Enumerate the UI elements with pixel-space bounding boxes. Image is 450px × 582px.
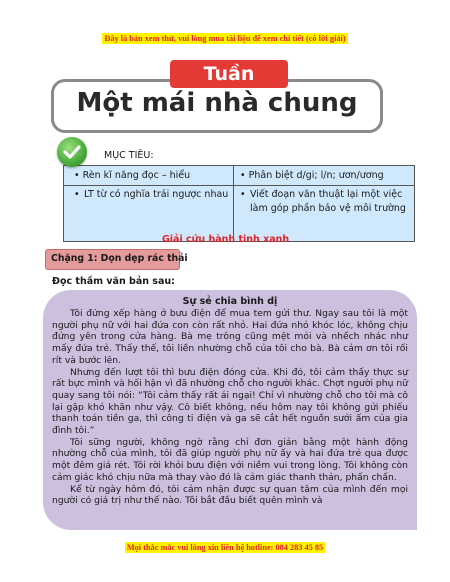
preview-notice — [0, 26, 450, 45]
objective-item: • Viết đoạn văn thuật lại một việc làm góp phần bảo vệ môi trường — [240, 189, 406, 214]
passage-paragraph: Tôi đứng xếp hàng ở bưu điện để mua tem gửi thư. Ngay sau tôi là một người phụ nữ với hai đứa con còn rất nhỏ. Hai đứa nhỏ khóc lóc, không chịu đứng yên trong cửa hàng. Bà mẹ trông cũng mệt mỏi và nhếch nhác như mấy đứa trẻ. Thấy thế, tôi liền nhường chỗ của tôi cho bà. Bà cảm ơn tôi rối rít và bước lên. — [52, 308, 408, 366]
objective-item: • LT từ có nghĩa trái ngược nhau — [74, 189, 229, 200]
stage-label: Chặng 1: Dọn dẹp rác thải — [51, 253, 188, 264]
objective-item: • Phân biệt d/gi; l/n; ươn/ương — [240, 170, 384, 181]
objective-item: • Rèn kĩ năng đọc – hiểu — [74, 170, 191, 181]
lesson-title: Một mái nhà chung — [76, 88, 358, 118]
passage-paragraph: Kể từ ngày hôm đó, tôi cảm nhận được sự quan tâm của mình đến mọi người có giá trị như thế nào. Tôi bắt đầu biết quên mình và — [52, 483, 408, 507]
section-heading: Giải cứu hành tinh xanh — [162, 234, 290, 245]
reading-passage — [43, 290, 417, 530]
preview-notice-text: Đây là bản xem thử, vui lòng mua tài liệu để xem chi tiết (có lời giải) — [104, 34, 346, 43]
passage-body — [52, 308, 408, 507]
passage-paragraph: Nhưng đến lượt tôi thì bưu điện đóng cửa. Khi đó, tôi cảm thấy thực sự rất bực mình và hối hận vì đã nhường chỗ cho người khác. Chợt người phụ nữ quay sang tôi nói: “Tôi cảm thấy rất ái ngại! Chỉ vì nhường chỗ cho tôi mà cô lại gặp khó khăn như vậy. Cô biết không, nếu hôm nay tôi không gửi phiếu thanh toán tiền ga, thì công ti điện và ga sẽ cắt hết nguồn sưởi ấm của gia đình tôi.” — [52, 366, 408, 437]
reading-instruction: Đọc thầm văn bản sau: — [52, 276, 175, 287]
objectives-table — [63, 165, 415, 242]
week-badge: Tuần — [170, 60, 288, 88]
checkmark-icon — [57, 137, 87, 167]
objectives-label: MỤC TIÊU: — [104, 150, 154, 161]
passage-title: Sự sẻ chia bình dị — [182, 296, 278, 307]
hotline-notice — [0, 535, 450, 554]
hotline-notice-text: Mọi thắc mắc vui lòng xin liên hệ hotline: 084 283 45 85 — [126, 543, 324, 552]
passage-paragraph: Tôi sững người, không ngờ rằng chỉ đơn giản bằng một hành động nhường chỗ của mình, tôi đã giúp người phụ nữ ấy và hai đứa trẻ qua được một đêm giá rét. Tôi rời khỏi bưu điện với niềm vui trong lòng. Tôi không còn cảm giác khó chịu nữa mà thay vào đó là cảm giác thanh thản, phấn chấn. — [52, 436, 408, 483]
